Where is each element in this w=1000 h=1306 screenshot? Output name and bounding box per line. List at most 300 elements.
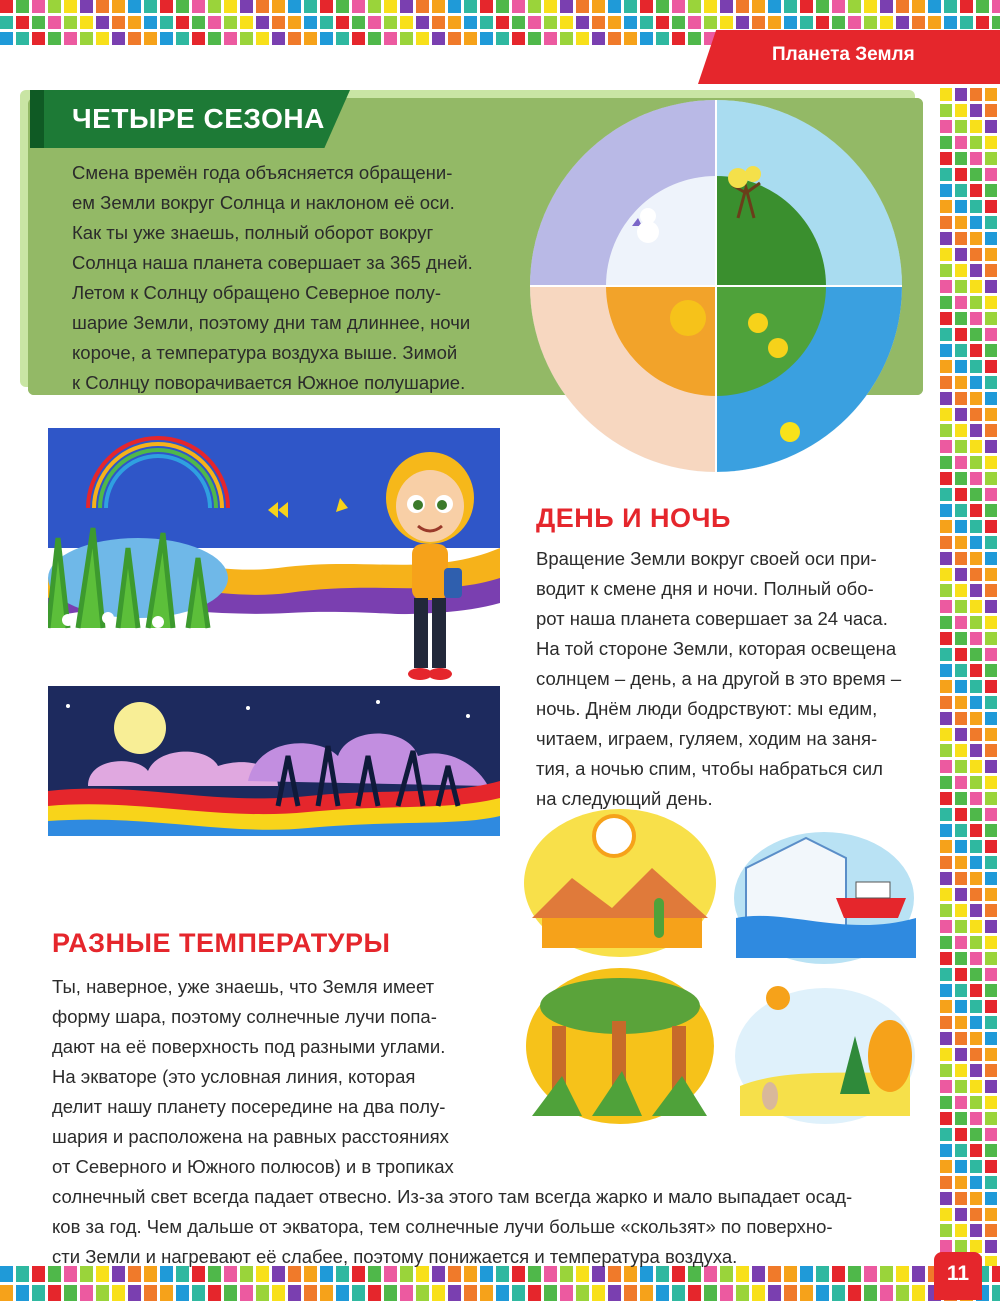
border-tile xyxy=(970,664,982,677)
border-tile xyxy=(985,1176,997,1189)
border-tile xyxy=(832,1285,845,1301)
border-tile xyxy=(955,392,967,405)
border-tile xyxy=(985,248,997,261)
border-tile xyxy=(985,232,997,245)
border-tile xyxy=(970,1096,982,1109)
border-tile xyxy=(970,504,982,517)
border-tile xyxy=(352,1285,365,1301)
seasons-line: Смена времён года объясняется обращени- xyxy=(72,162,453,183)
border-tile xyxy=(832,16,845,29)
border-tile xyxy=(992,1266,1000,1282)
border-tile xyxy=(985,728,997,741)
border-tile xyxy=(985,696,997,709)
border-tile xyxy=(970,1192,982,1205)
border-tile xyxy=(970,184,982,197)
border-tile xyxy=(816,0,829,13)
border-tile xyxy=(640,0,653,13)
border-tile xyxy=(985,488,997,501)
border-tile xyxy=(955,840,967,853)
border-tile xyxy=(985,152,997,165)
border-tile xyxy=(288,16,301,29)
border-tile xyxy=(320,1285,333,1301)
border-tile xyxy=(985,312,997,325)
border-tile xyxy=(940,472,952,485)
temperatures-line: сти Земли и нагревают её слабее, поэтому понижается и температура воздуха. xyxy=(52,1246,738,1267)
border-tile xyxy=(940,1224,952,1237)
day-night-line: солнцем – день, а на другой в это время – xyxy=(536,668,902,689)
border-tile xyxy=(64,16,77,29)
border-tile xyxy=(985,600,997,613)
border-tile xyxy=(832,0,845,13)
border-tile xyxy=(256,1285,269,1301)
border-tile xyxy=(985,392,997,405)
border-tile xyxy=(955,184,967,197)
border-tile xyxy=(985,1256,997,1266)
border-tile xyxy=(955,728,967,741)
border-tile xyxy=(970,920,982,933)
border-tile xyxy=(32,16,45,29)
border-tile xyxy=(940,968,952,981)
border-tile xyxy=(416,32,429,45)
border-tile xyxy=(720,1285,733,1301)
border-tile xyxy=(970,760,982,773)
border-tile xyxy=(496,1285,509,1301)
border-tile xyxy=(416,16,429,29)
border-tile xyxy=(955,792,967,805)
border-tile xyxy=(240,16,253,29)
border-tile xyxy=(985,856,997,869)
border-tile xyxy=(955,232,967,245)
border-tile xyxy=(970,728,982,741)
border-tile xyxy=(480,0,493,13)
seasons-line: короче, а температура воздуха выше. Зимой xyxy=(72,342,458,363)
border-tile xyxy=(940,408,952,421)
border-tile xyxy=(955,904,967,917)
border-tile xyxy=(985,296,997,309)
border-tile xyxy=(144,1285,157,1301)
border-tile xyxy=(688,1285,701,1301)
border-tile xyxy=(464,32,477,45)
temperatures-line: делит нашу планету посередине на два полу- xyxy=(52,1096,446,1117)
border-tile xyxy=(970,968,982,981)
border-tile xyxy=(688,16,701,29)
border-tile xyxy=(940,88,952,101)
border-tile xyxy=(955,248,967,261)
border-tile xyxy=(970,392,982,405)
day-night-line: тия, а ночью спим, чтобы набраться сил xyxy=(536,758,883,779)
border-tile xyxy=(955,504,967,517)
border-tile xyxy=(970,232,982,245)
border-tile xyxy=(288,0,301,13)
border-tile xyxy=(955,200,967,213)
border-tile xyxy=(985,584,997,597)
seasons-line: к Солнцу поворачивается Южное полушарие. xyxy=(72,372,466,393)
border-tile xyxy=(970,88,982,101)
border-tile xyxy=(192,0,205,13)
border-tile xyxy=(240,1285,253,1301)
border-tile xyxy=(985,472,997,485)
border-tile xyxy=(955,1192,967,1205)
border-tile xyxy=(970,712,982,725)
border-tile xyxy=(955,520,967,533)
seasons-line: Как ты уже знаешь, полный оборот вокруг xyxy=(72,222,434,243)
right-tile-border xyxy=(940,88,1000,1266)
seasons-text xyxy=(72,158,522,398)
border-tile xyxy=(960,16,973,29)
border-tile xyxy=(720,0,733,13)
border-tile xyxy=(864,16,877,29)
border-tile xyxy=(985,792,997,805)
border-tile xyxy=(336,16,349,29)
border-tile xyxy=(576,1285,589,1301)
border-tile xyxy=(985,328,997,341)
border-tile xyxy=(32,1285,45,1301)
border-tile xyxy=(656,32,669,45)
border-tile xyxy=(128,0,141,13)
border-tile xyxy=(176,0,189,13)
border-tile xyxy=(985,360,997,373)
border-tile xyxy=(576,16,589,29)
border-tile xyxy=(985,88,997,101)
border-tile xyxy=(48,32,61,45)
night-landscape-illustration xyxy=(48,686,500,836)
border-tile xyxy=(940,792,952,805)
day-night-line: читаем, играем, гуляем, ходим на заня- xyxy=(536,728,878,749)
border-tile xyxy=(985,872,997,885)
border-tile xyxy=(985,632,997,645)
bottom-tile-border xyxy=(0,1266,1000,1306)
border-tile xyxy=(144,0,157,13)
border-tile xyxy=(970,408,982,421)
border-tile xyxy=(816,16,829,29)
border-tile xyxy=(160,32,173,45)
border-tile xyxy=(940,536,952,549)
border-tile xyxy=(970,520,982,533)
border-tile xyxy=(864,0,877,13)
border-tile xyxy=(955,872,967,885)
border-tile xyxy=(940,904,952,917)
border-tile xyxy=(940,424,952,437)
border-tile xyxy=(304,32,317,45)
border-tile xyxy=(955,1224,967,1237)
border-tile xyxy=(985,264,997,277)
border-tile xyxy=(985,168,997,181)
border-tile xyxy=(940,920,952,933)
border-tile xyxy=(912,0,925,13)
border-tile xyxy=(985,552,997,565)
border-tile xyxy=(448,32,461,45)
border-tile xyxy=(592,1285,605,1301)
border-tile xyxy=(970,280,982,293)
border-tile xyxy=(955,1128,967,1141)
border-tile xyxy=(624,1285,637,1301)
border-tile xyxy=(940,120,952,133)
border-tile xyxy=(736,0,749,13)
seasons-line: Солнца наша планета совершает за 365 дней. xyxy=(72,252,473,273)
border-tile xyxy=(336,0,349,13)
border-tile xyxy=(955,408,967,421)
border-tile xyxy=(955,936,967,949)
border-tile xyxy=(224,1285,237,1301)
border-tile xyxy=(940,1144,952,1157)
border-tile xyxy=(800,16,813,29)
border-tile xyxy=(800,1285,813,1301)
border-tile xyxy=(940,328,952,341)
border-tile xyxy=(240,32,253,45)
border-tile xyxy=(955,696,967,709)
border-tile xyxy=(0,1285,13,1301)
border-tile xyxy=(560,1285,573,1301)
temperatures-line: от Северного и Южного полюсов) и в тропиках xyxy=(52,1156,454,1177)
border-tile xyxy=(896,0,909,13)
border-tile xyxy=(16,1266,29,1282)
border-tile xyxy=(970,1224,982,1237)
border-tile xyxy=(160,0,173,13)
border-tile xyxy=(608,1285,621,1301)
border-tile xyxy=(704,0,717,13)
border-tile xyxy=(940,1096,952,1109)
border-tile xyxy=(656,1285,669,1301)
border-tile xyxy=(272,1285,285,1301)
border-tile xyxy=(896,1285,909,1301)
border-tile xyxy=(208,32,221,45)
border-tile xyxy=(955,296,967,309)
border-tile xyxy=(955,680,967,693)
border-tile xyxy=(656,0,669,13)
border-tile xyxy=(448,0,461,13)
border-tile xyxy=(496,32,509,45)
border-tile xyxy=(955,280,967,293)
border-tile xyxy=(985,104,997,117)
border-tile xyxy=(940,456,952,469)
border-tile xyxy=(970,264,982,277)
border-tile xyxy=(912,1285,925,1301)
border-tile xyxy=(940,168,952,181)
border-tile xyxy=(736,1285,749,1301)
border-tile xyxy=(400,16,413,29)
border-tile xyxy=(985,984,997,997)
border-tile xyxy=(940,1160,952,1173)
border-tile xyxy=(985,712,997,725)
border-tile xyxy=(985,1112,997,1125)
border-tile xyxy=(272,0,285,13)
border-tile xyxy=(48,1285,61,1301)
border-tile xyxy=(940,856,952,869)
border-tile xyxy=(970,328,982,341)
border-tile xyxy=(560,0,573,13)
border-tile xyxy=(940,680,952,693)
border-tile xyxy=(970,1128,982,1141)
border-tile xyxy=(940,872,952,885)
border-tile xyxy=(272,16,285,29)
day-night-line: На той стороне Земли, которая освещена xyxy=(536,638,897,659)
border-tile xyxy=(985,1224,997,1237)
border-tile xyxy=(512,32,525,45)
border-tile xyxy=(955,1144,967,1157)
border-tile xyxy=(0,0,13,13)
border-tile xyxy=(528,32,541,45)
border-tile xyxy=(592,16,605,29)
temperatures-line: дают на её поверхность под разными углами. xyxy=(52,1036,446,1057)
border-tile xyxy=(940,552,952,565)
border-tile xyxy=(416,0,429,13)
border-tile xyxy=(304,0,317,13)
border-tile xyxy=(384,0,397,13)
border-tile xyxy=(940,760,952,773)
border-tile xyxy=(970,344,982,357)
border-tile xyxy=(955,344,967,357)
border-tile xyxy=(940,712,952,725)
border-tile xyxy=(970,312,982,325)
border-tile xyxy=(955,216,967,229)
border-tile xyxy=(896,16,909,29)
border-tile xyxy=(288,1285,301,1301)
border-tile xyxy=(176,32,189,45)
border-tile xyxy=(752,0,765,13)
day-night-title: ДЕНЬ И НОЧЬ xyxy=(536,503,731,533)
border-tile xyxy=(432,16,445,29)
border-tile xyxy=(784,16,797,29)
border-tile xyxy=(512,16,525,29)
border-tile xyxy=(970,680,982,693)
border-tile xyxy=(640,1285,653,1301)
border-tile xyxy=(940,184,952,197)
border-tile xyxy=(940,648,952,661)
border-tile xyxy=(985,760,997,773)
border-tile xyxy=(528,16,541,29)
border-tile xyxy=(208,0,221,13)
border-tile xyxy=(624,32,637,45)
border-tile xyxy=(955,1048,967,1061)
border-tile xyxy=(970,376,982,389)
border-tile xyxy=(955,760,967,773)
border-tile xyxy=(940,1192,952,1205)
border-tile xyxy=(985,536,997,549)
border-tile xyxy=(940,1176,952,1189)
border-tile xyxy=(955,968,967,981)
border-tile xyxy=(592,32,605,45)
border-tile xyxy=(848,16,861,29)
border-tile xyxy=(656,16,669,29)
border-tile xyxy=(940,520,952,533)
seasons-line: ем Земли вокруг Солнца и наклоном её оси. xyxy=(72,192,455,213)
border-tile xyxy=(352,0,365,13)
border-tile xyxy=(992,16,1000,29)
border-tile xyxy=(940,200,952,213)
border-tile xyxy=(955,568,967,581)
border-tile xyxy=(48,0,61,13)
border-tile xyxy=(112,16,125,29)
border-tile xyxy=(912,16,925,29)
border-tile xyxy=(970,552,982,565)
arctic-illustration xyxy=(726,808,922,968)
border-tile xyxy=(352,16,365,29)
border-tile xyxy=(320,16,333,29)
border-tile xyxy=(985,456,997,469)
border-tile xyxy=(970,1000,982,1013)
border-tile xyxy=(672,1285,685,1301)
border-tile xyxy=(985,1000,997,1013)
border-tile xyxy=(940,1112,952,1125)
border-tile xyxy=(80,1285,93,1301)
border-tile xyxy=(940,632,952,645)
border-tile xyxy=(848,1285,861,1301)
border-tile xyxy=(955,88,967,101)
border-tile xyxy=(985,520,997,533)
border-tile xyxy=(985,280,997,293)
border-tile xyxy=(96,1285,109,1301)
border-tile xyxy=(985,1208,997,1221)
border-tile xyxy=(955,1176,967,1189)
border-tile xyxy=(384,1285,397,1301)
border-tile xyxy=(940,344,952,357)
border-tile xyxy=(768,1285,781,1301)
border-tile xyxy=(940,952,952,965)
border-tile xyxy=(940,744,952,757)
border-tile xyxy=(970,840,982,853)
border-tile xyxy=(240,0,253,13)
border-tile xyxy=(955,600,967,613)
border-tile xyxy=(144,16,157,29)
border-tile xyxy=(608,16,621,29)
border-tile xyxy=(970,632,982,645)
border-tile xyxy=(970,568,982,581)
border-tile xyxy=(985,1128,997,1141)
day-night-line: Вращение Земли вокруг своей оси при- xyxy=(536,548,877,569)
border-tile xyxy=(672,16,685,29)
border-tile xyxy=(940,1064,952,1077)
border-tile xyxy=(970,456,982,469)
border-tile xyxy=(940,600,952,613)
border-tile xyxy=(992,0,1000,13)
border-tile xyxy=(940,280,952,293)
border-tile xyxy=(985,216,997,229)
border-tile xyxy=(928,16,941,29)
border-tile xyxy=(970,696,982,709)
border-tile xyxy=(955,1160,967,1173)
border-tile xyxy=(940,808,952,821)
border-tile xyxy=(970,776,982,789)
border-tile xyxy=(96,32,109,45)
border-tile xyxy=(112,1285,125,1301)
border-tile xyxy=(985,408,997,421)
border-tile xyxy=(848,0,861,13)
border-tile xyxy=(940,376,952,389)
border-tile xyxy=(985,952,997,965)
border-tile xyxy=(985,120,997,133)
border-tile xyxy=(176,1285,189,1301)
border-tile xyxy=(955,1032,967,1045)
border-tile xyxy=(672,0,685,13)
border-tile xyxy=(970,296,982,309)
border-tile xyxy=(80,0,93,13)
border-tile xyxy=(985,136,997,149)
border-tile xyxy=(970,936,982,949)
border-tile xyxy=(940,104,952,117)
border-tile xyxy=(985,1096,997,1109)
border-tile xyxy=(432,32,445,45)
border-tile xyxy=(970,136,982,149)
border-tile xyxy=(985,424,997,437)
border-tile xyxy=(940,296,952,309)
jungle-illustration xyxy=(522,966,718,1126)
border-tile xyxy=(320,32,333,45)
border-tile xyxy=(940,824,952,837)
border-tile xyxy=(880,0,893,13)
border-tile xyxy=(955,152,967,165)
border-tile xyxy=(128,1285,141,1301)
border-tile xyxy=(336,32,349,45)
